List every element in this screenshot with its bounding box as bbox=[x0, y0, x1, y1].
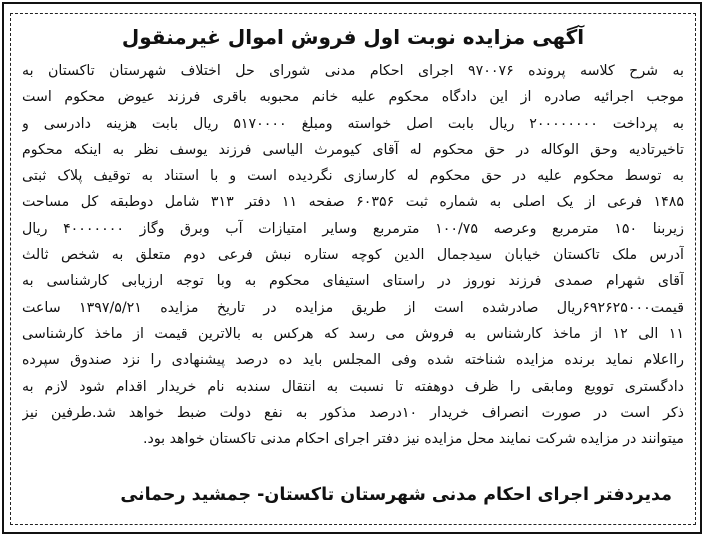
notice-line: ۱۴۸۵ فرعی از یک اصلی به شماره ثبت ۶۰۳۵۶ صفحه ۱۱ دفتر ۳۱۳ شامل دوطبقه کل مساحت bbox=[22, 194, 684, 211]
notice-line: زیربنا ۱۵۰ مترمربع وعرصه ۱۰۰/۷۵ مترمربع وسایر امتیازات آب وبرق وگاز ۴۰۰۰۰۰۰۰ ریال bbox=[22, 220, 684, 237]
notice-line: به شرح کلاسه پرونده ۹۷۰۰۷۶ اجرای احکام مدنی شورای حل اختلاف شهرستان تاکستان به bbox=[22, 63, 684, 79]
notice-line: آدرس ملک تاکستان خیابان سیدجمال الدین کوچه ستاره نبش فرعی دوم متعلق به شخص ثالث bbox=[22, 247, 684, 264]
notice-line: ذکر است در صورت انصراف خریدار ۱۰درصد مذکور به نفع دولت ضبط خواهد شد.طرفین نیز bbox=[22, 404, 684, 421]
notice-line: موجب اجرائیه صادره از این دادگاه محکوم علیه خانم محبوبه باقری فرزند عیوض محکوم است bbox=[22, 89, 684, 106]
notice-title: آگهی مزایده نوبت اول فروش اموال غیرمنقول bbox=[121, 25, 585, 49]
notice-line: دادگستری توویع ومابقی را ظرف دوهفته تا نسبت به انتقال سندبه نام خریدار اقدام شود لازم به bbox=[22, 378, 684, 395]
auction-notice bbox=[22, 20, 684, 452]
notice-line: به توسط محکوم علیه در حق محکوم له کارسازی نگردیده است و با استناد به توقیف پلاک ثبتی bbox=[22, 168, 684, 185]
notice-line: ۱۱ الی ۱۲ از ماخذ کارشناس به فروش می رسد که هرکس به بالاترین قیمت از ماخذ کارشناسی bbox=[22, 325, 684, 342]
notice-line: تاخیرتادیه وحق الوکاله در حق محکوم له آقای کیومرث الیاسی فرزند یوسف نظر به اینکه محکوم bbox=[22, 141, 684, 158]
notice-body bbox=[22, 58, 684, 452]
notice-line: قیمت۶۹۲۶۲۵۰۰۰ریال صادرشده است از طریق مزایده در تاریخ مزایده ۱۳۹۷/۵/۲۱ ساعت bbox=[22, 299, 684, 316]
notice-line: آقای شهرام صمدی فرزند نوروز در راستای استیفای محکوم به وبا توجه ارزیابی کارشناسی به bbox=[22, 273, 684, 290]
notice-line: رااعلام نماید برنده مزایده شناخته شده وفی المجلس باید ده درصد پیشنهادی را نزد صندوق سپرده bbox=[22, 352, 684, 369]
notice-signature: مدیردفتر اجرای احکام مدنی شهرستان تاکستان- جمشید رحمانی bbox=[120, 485, 672, 505]
notice-line: میتوانند در مزایده شرکت نمایند محل مزایده نیز دفتر اجرای احکام مدنی تاکستان خواهد بود. bbox=[143, 431, 684, 448]
notice-line: به پرداخت ۲۰۰۰۰۰۰۰۰ ریال بابت اصل خواسته ومبلغ ۵۱۷۰۰۰۰ ریال بابت هزینه دادرسی و bbox=[22, 115, 684, 132]
